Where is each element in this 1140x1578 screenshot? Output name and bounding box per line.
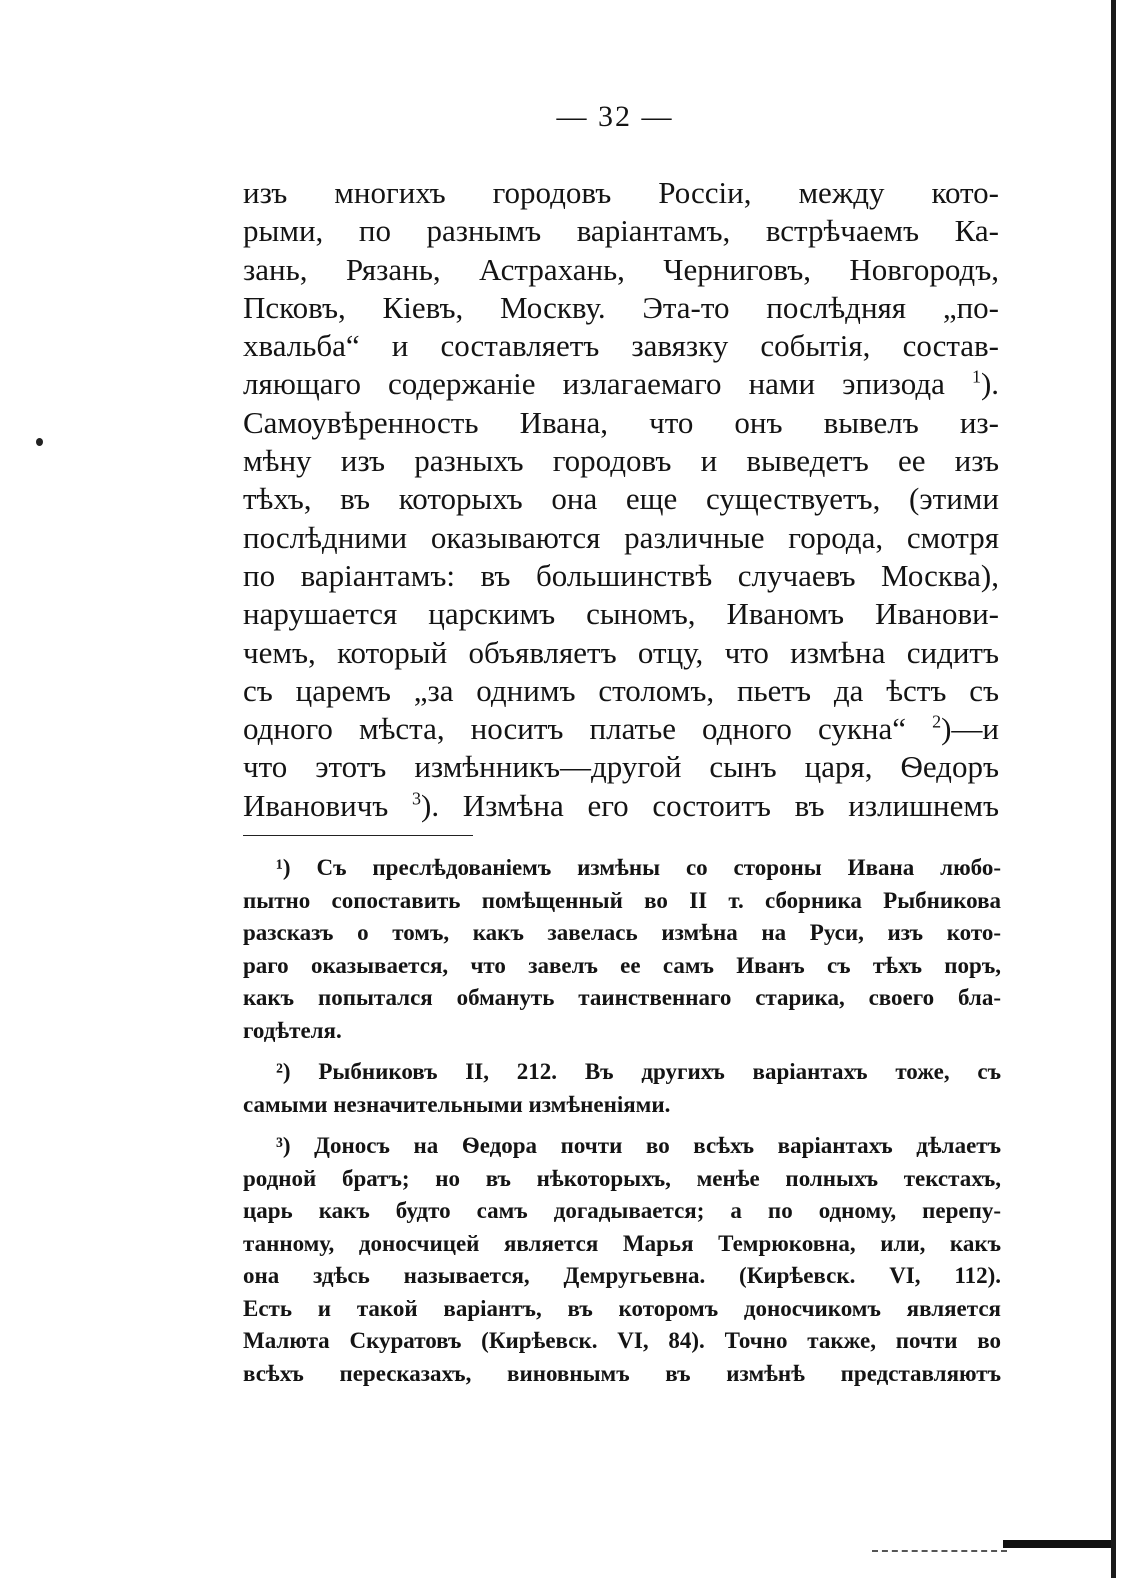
footnote-1 <box>243 852 1001 1047</box>
page-number: — 32 — <box>556 100 674 133</box>
text-line: изъ многихъ городовъ Россіи, между кото- <box>243 175 999 210</box>
footnote-line: ³) Доносъ на Ѳедора почти во всѣхъ варіантахъ дѣлаетъ <box>276 1133 1001 1158</box>
text-line-segment: Ивановичъ <box>243 787 389 823</box>
margin-ink-spot <box>36 438 43 446</box>
text-line: чемъ, который объявляетъ отцу, что измѣна сидитъ <box>243 634 999 670</box>
footnote-ref-2: 2 <box>932 711 942 732</box>
footnote-ref-2-tail: )—и <box>941 711 999 747</box>
text-line: нарушается царскимъ сыномъ, Иваномъ Иванови- <box>243 596 999 632</box>
text-line-with-note-2 <box>243 710 999 748</box>
footnote-2 <box>243 1056 1001 1121</box>
footnote-separator <box>243 835 473 836</box>
text-line: Самоувѣренность Ивана, что онъ вывелъ из- <box>243 404 999 440</box>
text-line: что этотъ измѣнникъ—другой сынъ царя, Ѳедоръ <box>243 749 999 785</box>
bottom-scan-mark <box>1003 1540 1111 1548</box>
footnote-ref-3: 3 <box>412 788 422 809</box>
footnote-3 <box>243 1130 1001 1390</box>
bottom-scan-mark-thin <box>872 1550 1007 1552</box>
text-line: хвальба“ и составляетъ завязку событія, состав- <box>243 328 999 364</box>
footnote-line: самыми незначительными измѣненіями. <box>243 1091 671 1117</box>
footnote-line: всѣхъ пересказахъ, виновнымъ въ измѣнѣ представляютъ <box>243 1360 1001 1386</box>
footnote-line: родной братъ; но въ нѣкоторыхъ, менѣе полныхъ текстахъ, <box>243 1165 1001 1191</box>
footnote-line: ¹) Съ преслѣдованіемъ измѣны со стороны Ивана любо- <box>276 855 1001 880</box>
footnote-line: танному, доносчицей является Марья Темрюковна, или, какъ <box>243 1230 1001 1256</box>
footnote-line: она здѣсь называется, Демругьевна. (Кирѣевск. VI, 112). <box>243 1263 1001 1288</box>
page-edge-rule <box>1111 0 1116 1578</box>
footnote-line: годѣтеля. <box>243 1017 342 1043</box>
footnote-line: пытно сопоставить помѣщенный во II т. сборника Рыбникова <box>243 887 1001 913</box>
text-line: по варіантамъ: въ большинствѣ случаевъ Москва), <box>243 557 999 593</box>
main-text-body <box>243 174 999 825</box>
footnote-line: разсказъ о томъ, какъ завелась измѣна на Руси, изъ кото- <box>243 920 1001 945</box>
text-line-segment: ). Измѣна его состоитъ въ излишнемъ <box>421 787 999 823</box>
text-line-with-note-3 <box>243 787 999 825</box>
text-line: рыми, по разнымъ варіантамъ, встрѣчаемъ Ка- <box>243 213 999 249</box>
footnotes <box>243 852 1001 1390</box>
text-line: Псковъ, Кіевъ, Москву. Эта-то послѣдняя „по- <box>243 289 999 325</box>
footnote-line: царь какъ будто самъ догадывается; а по одному, перепу- <box>243 1198 1001 1223</box>
text-line: тѣхъ, въ которыхъ она еще существуетъ, (этими <box>243 481 999 517</box>
footnote-line: Малюта Скуратовъ (Кирѣевск. VI, 84). Точно также, почти во <box>243 1328 1001 1353</box>
footnote-gap <box>243 1047 1001 1056</box>
text-line: мѣну изъ разныхъ городовъ и выведетъ ее изъ <box>243 443 999 479</box>
footnote-line: раго оказывается, что завелъ ее самъ Иванъ съ тѣхъ поръ, <box>243 952 1001 978</box>
text-line-with-note-1 <box>243 365 999 403</box>
footnote-ref-1: 1 <box>971 367 981 388</box>
footnote-line: какъ попытался обмануть таинственнаго старика, своего бла- <box>243 985 1001 1010</box>
footnote-line: Есть и такой варіантъ, въ которомъ доносчикомъ является <box>243 1295 1001 1321</box>
text-line: съ царемъ „за однимъ столомъ, пьетъ да ѣстъ съ <box>243 672 999 708</box>
text-line: послѣдними оказываются различные города, смотря <box>243 519 999 555</box>
text-line: зань, Рязань, Астрахань, Черниговъ, Новгородъ, <box>243 251 999 287</box>
footnote-ref-1-close: ). <box>980 366 1000 402</box>
text-line-segment: ляющаго содержаніе излагаемаго нами эпизода <box>243 366 945 402</box>
footnote-gap <box>243 1121 1001 1130</box>
text-line-segment: одного мѣста, носитъ платье одного сукна“ <box>243 711 907 747</box>
footnote-line: ²) Рыбниковъ II, 212. Въ другихъ варіантахъ тоже, съ <box>276 1059 1001 1084</box>
